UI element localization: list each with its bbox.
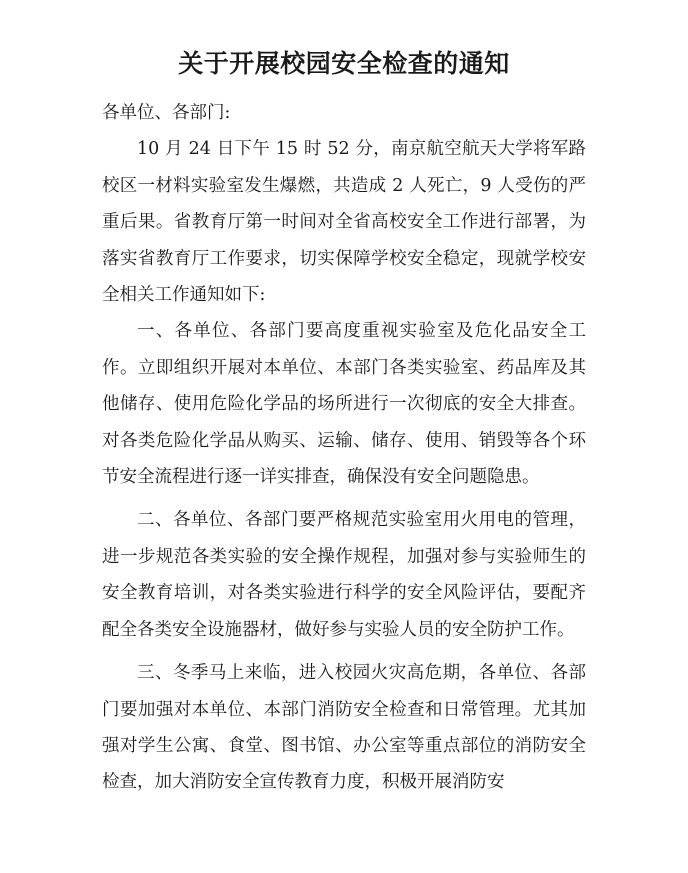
paragraph-item-1: 一、各单位、各部门要高度重视实验室及危化品安全工作。立即组织开展对本单位、本部门各类实验室、药品库及其他储存、使用危险化学品的场所进行一次彻底的安全大排查。对各类危险化学品从购买、运输、储存、使用、销毁等各个环节安全流程进行逐一详实排查，确保没有安全问题隐患。 xyxy=(102,321,586,488)
paragraph-item-3: 三、冬季马上来临，进入校园火灾高危期，各单位、各部门要加强对本单位、本部门消防安全检查和日常管理。尤其加强对学生公寓、食堂、图书馆、办公室等重点部位的消防安全检查，加大消防安全宣传教育力度，积极开展消防安 xyxy=(102,663,586,793)
paragraph-item-2: 二、各单位、各部门要严格规范实验室用火用电的管理，进一步规范各类实验的安全操作规程，加强对参与实验师生的安全教育培训，对各类实验进行科学的安全风险评估，要配齐配全各类安全设施器材，做好参与实验人员的安全防护工作。 xyxy=(102,510,586,640)
document-body xyxy=(102,95,586,801)
paragraph-incident: 10 月 24 日下午 15 时 52 分，南京航空航天大学将军路校区一材料实验室发生爆燃，共造成 2 人死亡，9 人受伤的严重后果。省教育厅第一时间对全省高校安全工作进行部署，为落实省教育厅工作要求，切实保障学校安全稳定，现就学校安全相关工作通知如下: xyxy=(102,139,586,306)
salutation: 各单位、各部门: xyxy=(102,103,231,123)
document-title: 关于开展校园安全检查的通知 xyxy=(178,49,510,78)
